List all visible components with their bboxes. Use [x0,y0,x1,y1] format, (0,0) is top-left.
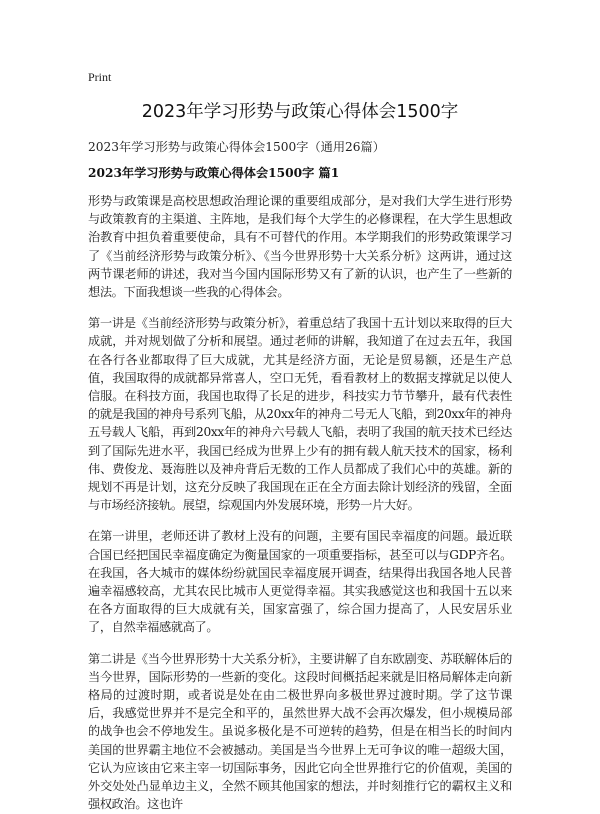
document-subtitle: 2023年学习形势与政策心得体会1500字（通用26篇） [88,140,385,154]
paragraph-1: 形势与政策课是高校思想政治理论课的重要组成部分，是对我们大学生进行形势与政策教育的主渠道、主阵地，是我们每个大学生的必修课程，在大学生思想政治教育中担负着重要使命，具有不可替代的作用。本学期我们的形势政策课学习了《当前经济形势与政策分析》、《当今世界形势十大关系分析》这两讲，通过这两节课老师的讲述，我对当今国内国际形势又有了新的认识，也产生了一些新的想法。下面我想谈一些我的心得体会。 [88,194,512,300]
page-title: 2023年学习形势与政策心得体会1500字 [141,102,459,122]
paragraph-4: 第二讲是《当今世界形势十大关系分析》，主要讲解了自东欧剧变、苏联解体后的当今世界，国际形势的一些新的变化。这段时间概括起来就是旧格局解体走向新格局的过渡时期，或者说是处在由二极世界向多极世界过渡时期。学了这节课后，我感觉世界并不是完全和平的，虽然世界大战不会再次爆发，但小规模局部的战争也会不停地发生。虽说多极化是不可逆转的趋势，但是在相当长的时间内美国的世界霸主地位不会被撼动。美国是当今世界上无可争议的唯一超级大国，它认为应该由它来主宰一切国际事务，因此它向全世界推行它的价值观，美国的外交处处凸显单边主义，全然不顾其他国家的想法，并时刻推行它的霸权主义和强权政治。这也许 [88,651,512,812]
section-heading: 2023年学习形势与政策心得体会1500字 篇1 [88,166,340,180]
paragraph-3: 在第一讲里，老师还讲了教材上没有的问题，主要有国民幸福度的问题。最近联合国已经把国民幸福度确定为衡量国家的一项重要指标，甚至可以与GDP齐名。在我国，各大城市的媒体纷纷就国民幸福度展开调查，结果得出我国各地人民普遍幸福感较高，尤其农民比城市人更觉得幸福。其实我感觉这也和我国十五以来在各方面取得的巨大成就有关，国家富强了，综合国力提高了，人民安居乐业了，自然幸福感就高了。 [88,529,512,635]
print-link[interactable]: Print [88,70,112,84]
paragraph-2: 第一讲是《当前经济形势与政策分析》，着重总结了我国十五计划以来取得的巨大成就，并对规划做了分析和展望。通过老师的讲解，我知道了在过去五年，我国在各行各业都取得了巨大成就，尤其是经济方面，无论是贸易额，还是生产总值，我国取得的成就都异常喜人，空口无凭，看看教材上的数据支撑就足以使人信服。在科技方面，我国也取得了长足的进步，科技实力节节攀升，最有代表性的就是我国的神舟号系列飞船，从20xx年的神舟二号无人飞船，到20xx年的神舟五号载人飞船，再到20xx年的神舟六号载人飞船，表明了我国的航天技术已经达到了国际先进水平，我国已经成为世界上少有的拥有载人航天技术的国家，杨利伟、费俊龙、聂海胜以及神舟背后无数的工作人员都成了我们心中的英雄。新的规划不再是计划，这充分反映了我国现在正在全方面去除计划经济的残留，全面与市场经济接轨。展望，综观国内外发展环境，形势一片大好。 [88,316,512,513]
